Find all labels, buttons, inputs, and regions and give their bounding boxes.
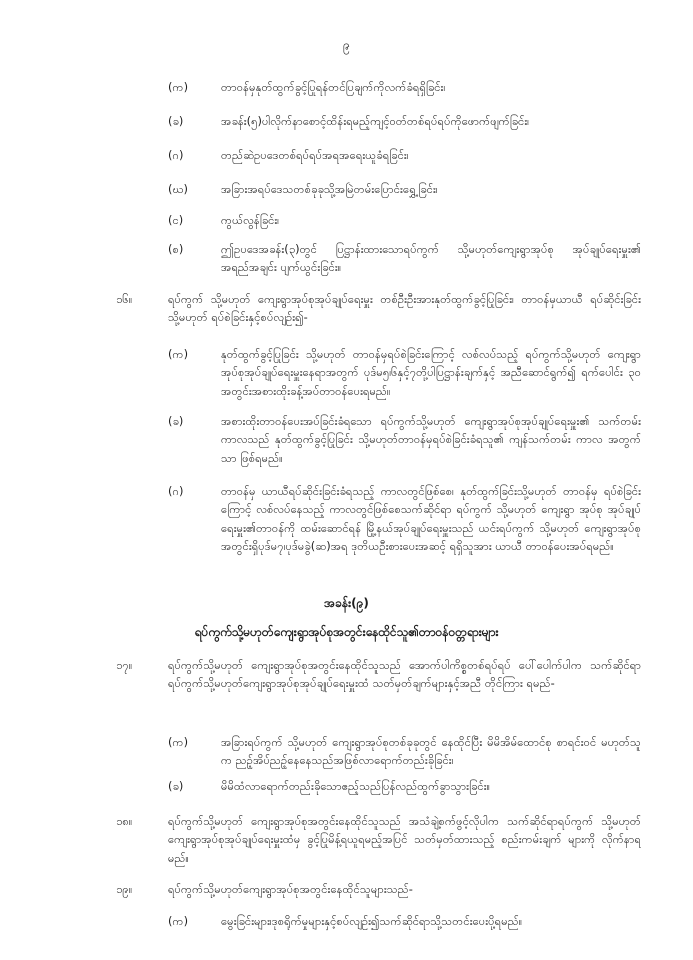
item-text: အခန်း(၅)ပါလိုက်နာစောင့်ထိန်းရမည့်ကျင့်ဝတ်တစ်ရပ်ရပ်ကိုဖောက်ဖျက်ခြင်း၊: [221, 114, 530, 128]
item-text: မိမိထံလာရောက်တည်းခိုသောဧည့်သည်ပြန်လည်ထွက်ခွာသွားခြင်း။: [221, 779, 491, 793]
item-label: (က): [168, 914, 189, 928]
item-label: (ဃ): [168, 182, 189, 196]
section-text: ရပ်ကွက်သို့မဟုတ် ကျေးရွာအုပ်စုအတွင်းနေထိုင်သူသည် အောက်ပါကိစ္စတစ်ရပ်ရပ် ပေါ်ပေါက်ပါက သက်ဆိုင်ရာ ရပ်ကွက်သို့မဟုတ်ကျေးရွာအုပ်စုအုပ်ချုပ်ရေးမှူးထံ သတ်မှတ်ချက်များနှင့်အညီ တိုင်ကြား ရမည်-: [168, 658, 641, 691]
item-label: (က): [168, 347, 189, 361]
item-text: နုတ်ထွက်ခွင့်ပြုခြင်း သို့မဟုတ် တာဝန်မှရပ်စဲခြင်းကြောင့် လစ်လပ်သည့် ရပ်ကွက်သို့မဟုတ် ကျေးရွာ အုပ်စုအုပ်ချုပ်ရေးမှူးနေရာအတွက် ပုဒ်မ၅၊၆နှင့်၇တို့ပါပြဋ္ဌာန်းချက်နှင့် အညီဆောင်ရွက်၍ ရက်ပေါင်း ၃၀ အတွင်းအစားထိုးခန့်အပ်တာဝန်ပေးရမည်။: [221, 347, 641, 398]
item-label: (က): [168, 735, 189, 749]
item-text: တာဝန်မှ ယာယီရပ်ဆိုင်းခြင်းခံရသည့် ကာလတွင်ဖြစ်စေ၊ နုတ်ထွက်ခြင်းသို့မဟုတ် တာဝန်မှ ရပ်စဲခြင်းကြောင့် လစ်လပ်နေသည့် ကာလတွင်ဖြစ်စေသက်ဆိုင်ရာ ရပ်ကွက် သို့မဟုတ် ကျေးရွာ အုပ်စု အုပ်ချုပ်ရေးမှူး၏တာဝန်ကို ထမ်းဆောင်ရန် မြို့နယ်အုပ်ချုပ်ရေးမှူးသည် ယင်းရပ်ကွက် သို့မဟုတ် ကျေးရွာအုပ်စု အတွင်းရှိပုဒ်မ၇၊ပုဒ်မခွဲ(ဆ)အရ ဒုတိယဦးစားပေးအဆင့် ရရှိသူအား ယာယီ တာဝန်ပေးအပ်ရမည်။: [221, 484, 641, 554]
item-label: (စ): [168, 242, 184, 256]
page-number: ၉: [343, 38, 350, 52]
item-label: (က): [168, 80, 189, 94]
item-label: (ဂ): [168, 484, 184, 498]
section-number: ၁၆။: [116, 292, 133, 306]
chapter-title: အခန်း(၉): [324, 596, 369, 610]
section-text: ရပ်ကွက်သို့မဟုတ် ကျေးရွာအုပ်စုအတွင်းနေထိုင်သူသည် အသံချဲ့စက်ဖွင့်လိုပါက သက်ဆိုင်ရာရပ်ကွက် သို့မဟုတ် ကျေးရွာအုပ်စုအုပ်ချုပ်ရေးမှူးထံမှ ခွင့်ပြုမိန့်ရယူရမည့်အပြင် သတ်မှတ်ထားသည့် စည်းကမ်းချက် များကို လိုက်နာရမည်။: [168, 814, 641, 865]
section-number: ၁၇။: [116, 658, 133, 672]
section-text: ရပ်ကွက် သို့မဟုတ် ကျေးရွာအုပ်စုအုပ်ချုပ်ရေးမှူး တစ်ဦးဦးအားနုတ်ထွက်ခွင့်ပြုခြင်း၊ တာဝန်မှယာယီ ရပ်ဆိုင်းခြင်း သို့မဟုတ် ရပ်စဲခြင်းနှင့်စပ်လျဉ်း၍-: [168, 292, 641, 325]
item-label: (ခ): [168, 114, 184, 128]
item-label: (ခ): [168, 779, 184, 793]
item-label: (ဂ): [168, 148, 184, 162]
chapter-subtitle: ရပ်ကွက်သို့မဟုတ်ကျေးရွာအုပ်စုအတွင်းနေထိုင်သူ၏တာဝန်ဝတ္တရားများ: [194, 625, 499, 639]
item-text: တာဝန်မှနုတ်ထွက်ခွင့်ပြုရန်တင်ပြချက်ကိုလက်ခံရရှိခြင်း၊: [221, 80, 446, 94]
section-number: ၁၈။: [116, 814, 133, 828]
section-text: ရပ်ကွက်သို့မဟုတ်ကျေးရွာအုပ်စုအတွင်းနေထိုင်သူများသည်-: [168, 882, 413, 896]
item-text: အခြားရပ်ကွက် သို့မဟုတ် ကျေးရွာအုပ်စုတစ်ခုခုတွင် နေထိုင်ပြီး မိမိအိမ်ထောင်စု စာရင်းဝင် မဟုတ်သူက ညဉ့်အိပ်ညဉ့်နေနေသည်အဖြစ်လာရောက်တည်းခိုခြင်း၊: [221, 735, 641, 768]
item-label: (ခ): [168, 414, 184, 428]
item-text: မွေးခြင်းများ၊ဒုစရိုက်မှုများနှင့်စပ်လျဉ်း၍သက်ဆိုင်ရာသို့သတင်းပေးပို့ရမည်။: [221, 914, 523, 928]
item-text: အစားထိုးတာဝန်ပေးအပ်ခြင်းခံရသော ရပ်ကွက်သို့မဟုတ် ကျေးရွာအုပ်စုအုပ်ချုပ်ရေးမှူး၏ သက်တမ်း ကာလသည် နုတ်ထွက်ခွင့်ပြုခြင်း သို့မဟုတ်တာဝန်မှရပ်စဲခြင်းခံရသူ၏ ကျန်သက်တမ်း ကာလ အတွက်သာ ဖြစ်ရမည်။: [221, 414, 641, 465]
item-text: ဤဥပဒေအခန်း(၃)တွင် ပြဋ္ဌာန်းထားသောရပ်ကွက် သို့မဟုတ်ကျေးရွာအုပ်စု အုပ်ချုပ်ရေးမှူး၏ အရည်အချင်း ပျက်ယွင်းခြင်း။: [221, 242, 641, 275]
item-text: တည်ဆဲဥပဒေတစ်ရပ်ရပ်အရအရေးယူခံရခြင်း၊: [221, 148, 409, 162]
section-number: ၁၉။: [116, 882, 133, 896]
item-text: အခြားအရပ်ဒေသတစ်ခုခုသို့အမြဲတမ်းပြောင်းရွှေ့ခြင်း၊: [221, 182, 438, 196]
item-label: (င): [168, 213, 184, 227]
item-text: ကွယ်လွန်ခြင်း၊: [221, 213, 280, 227]
